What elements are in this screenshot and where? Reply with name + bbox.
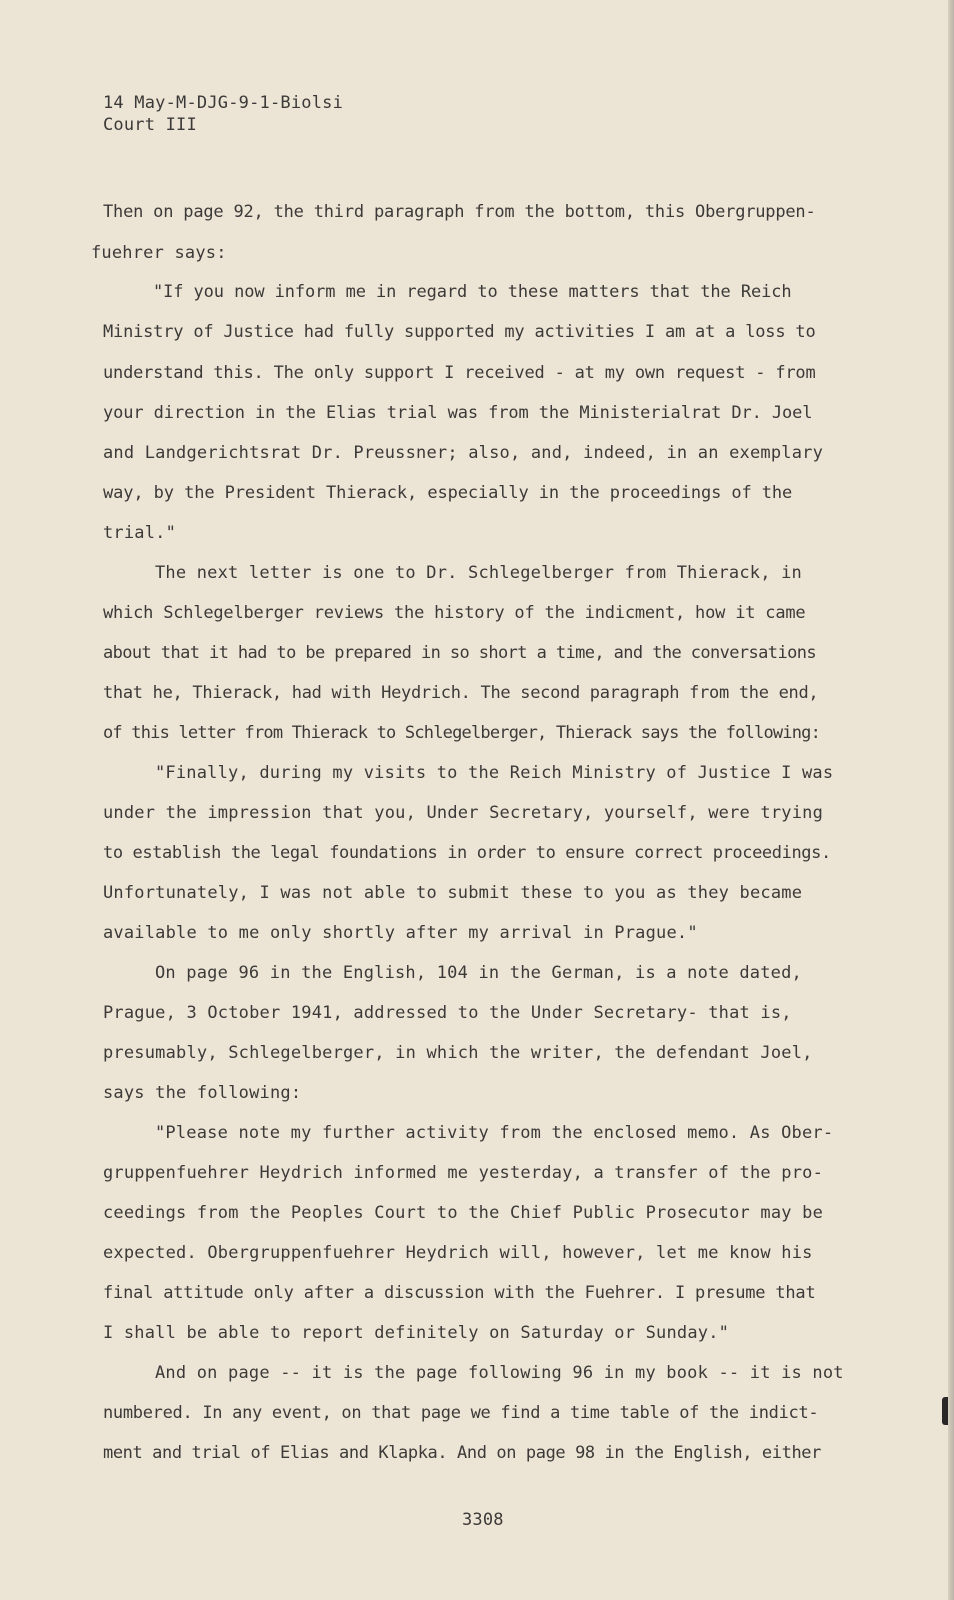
body-line: trial."	[103, 523, 177, 543]
body-line: numbered. In any event, on that page we find a time table of the indict-	[103, 1403, 819, 1423]
body-line: of this letter from Thierack to Schlegelberger, Thierack says the following:	[103, 723, 821, 743]
body-line: and Landgerichtsrat Dr. Preussner; also, and, indeed, in an exemplary	[103, 443, 824, 463]
body-line: gruppenfuehrer Heydrich informed me yesterday, a transfer of the pro-	[103, 1163, 824, 1183]
body-line: ceedings from the Peoples Court to the Chief Public Prosecutor may be	[103, 1203, 824, 1223]
body-line: "Please note my further activity from the enclosed memo. As Ober-	[155, 1123, 834, 1143]
body-line: says the following:	[103, 1083, 302, 1103]
body-line: On page 96 in the English, 104 in the German, is a note dated,	[155, 963, 802, 983]
body-line: to establish the legal foundations in order to ensure correct proceedings.	[103, 843, 831, 863]
body-line: about that it had to be prepared in so short a time, and the conversations	[103, 643, 816, 663]
header-session-code: 14 May-M-DJG-9-1-Biolsi	[103, 93, 344, 113]
body-line: ment and trial of Elias and Klapka. And on page 98 in the English, either	[103, 1443, 821, 1463]
body-line: I shall be able to report definitely on Saturday or Sunday."	[103, 1323, 730, 1343]
body-line: Ministry of Justice had fully supported my activities I am at a loss to	[103, 322, 816, 342]
body-line: Prague, 3 October 1941, addressed to the Under Secretary- that is,	[103, 1003, 792, 1023]
body-line: "If you now inform me in regard to these matters that the Reich	[153, 282, 792, 302]
document-header	[103, 92, 343, 136]
body-line: available to me only shortly after my arrival in Prague."	[103, 923, 698, 943]
body-line: which Schlegelberger reviews the history of the indicment, how it came	[103, 603, 806, 623]
body-line: "Finally, during my visits to the Reich Ministry of Justice I was	[155, 763, 834, 783]
binding-tab-mark	[942, 1397, 948, 1425]
page-number: 3308	[462, 1510, 504, 1530]
body-line: way, by the President Thierack, especially in the proceedings of the	[103, 483, 793, 503]
body-line: expected. Obergruppenfuehrer Heydrich will, however, let me know his	[103, 1243, 813, 1263]
body-line: The next letter is one to Dr. Schlegelberger from Thierack, in	[155, 563, 802, 583]
body-line: understand this. The only support I received - at my own request - from	[103, 363, 816, 383]
body-line: And on page -- it is the page following 96 in my book -- it is not	[155, 1363, 844, 1383]
header-court: Court III	[103, 115, 197, 135]
body-line: your direction in the Elias trial was from the Ministerialrat Dr. Joel	[103, 403, 813, 423]
body-line: that he, Thierack, had with Heydrich. The second paragraph from the end,	[103, 683, 819, 703]
body-line: final attitude only after a discussion with the Fuehrer. I presume that	[103, 1283, 816, 1303]
body-line: under the impression that you, Under Secretary, yourself, were trying	[103, 803, 824, 823]
body-line: fuehrer says:	[91, 243, 227, 263]
body-line: presumably, Schlegelberger, in which the writer, the defendant Joel,	[103, 1043, 813, 1063]
body-line: Unfortunately, I was not able to submit these to you as they became	[103, 883, 803, 903]
body-line: Then on page 92, the third paragraph from the bottom, this Obergruppen-	[103, 202, 816, 222]
